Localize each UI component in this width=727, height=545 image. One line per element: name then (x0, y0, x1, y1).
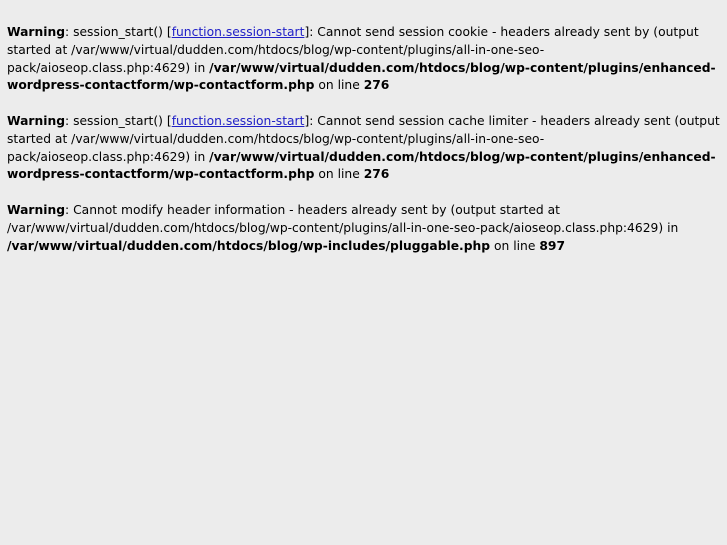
warning-line-number: 897 (539, 238, 566, 253)
warning-label: Warning (7, 25, 66, 39)
function-doc-link[interactable]: function.session-start (171, 25, 305, 39)
warning-message (7, 202, 721, 255)
warning-label: Warning (7, 203, 66, 217)
warning-prefix: : session_start() [ (65, 25, 172, 39)
on-line-text: on line (314, 167, 364, 182)
warning-line-number: 276 (363, 78, 390, 93)
warning-message (7, 24, 721, 95)
warning-message (7, 113, 721, 184)
on-line-text: on line (314, 78, 364, 93)
on-line-text: on line (490, 238, 540, 253)
warning-line-number: 276 (363, 167, 390, 182)
warning-text: ]: Cannot send session cache limiter - headers already sent (output started at /var/www/virtual/dudden.com/htdocs/blog/wp-content/plugins/all-in-one-seo-pack/aioseop.class.php:4629) in (7, 114, 720, 164)
warning-text: : Cannot modify header information - headers already sent by (output started at /var/www/virtual/dudden.com/htdocs/blog/wp-content/plugins/all-in-one-seo-pack/aioseop.class.php:4629) in (7, 203, 679, 235)
warning-file-path: /var/www/virtual/dudden.com/htdocs/blog/wp-content/plugins/enhanced-wordpress-contactform/wp-contactform.php (7, 149, 716, 182)
function-doc-link[interactable]: function.session-start (171, 114, 305, 128)
warning-text: ]: Cannot send session cookie - headers already sent by (output started at /var/www/virtual/dudden.com/htdocs/blog/wp-content/plugins/all-in-one-seo-pack/aioseop.class.php:4629) in (7, 25, 699, 75)
warning-prefix: : session_start() [ (65, 114, 172, 128)
warning-label: Warning (7, 114, 66, 128)
warning-file-path: /var/www/virtual/dudden.com/htdocs/blog/wp-content/plugins/enhanced-wordpress-contactform/wp-contactform.php (7, 60, 716, 93)
warning-file-path: /var/www/virtual/dudden.com/htdocs/blog/wp-includes/pluggable.php (7, 238, 491, 253)
